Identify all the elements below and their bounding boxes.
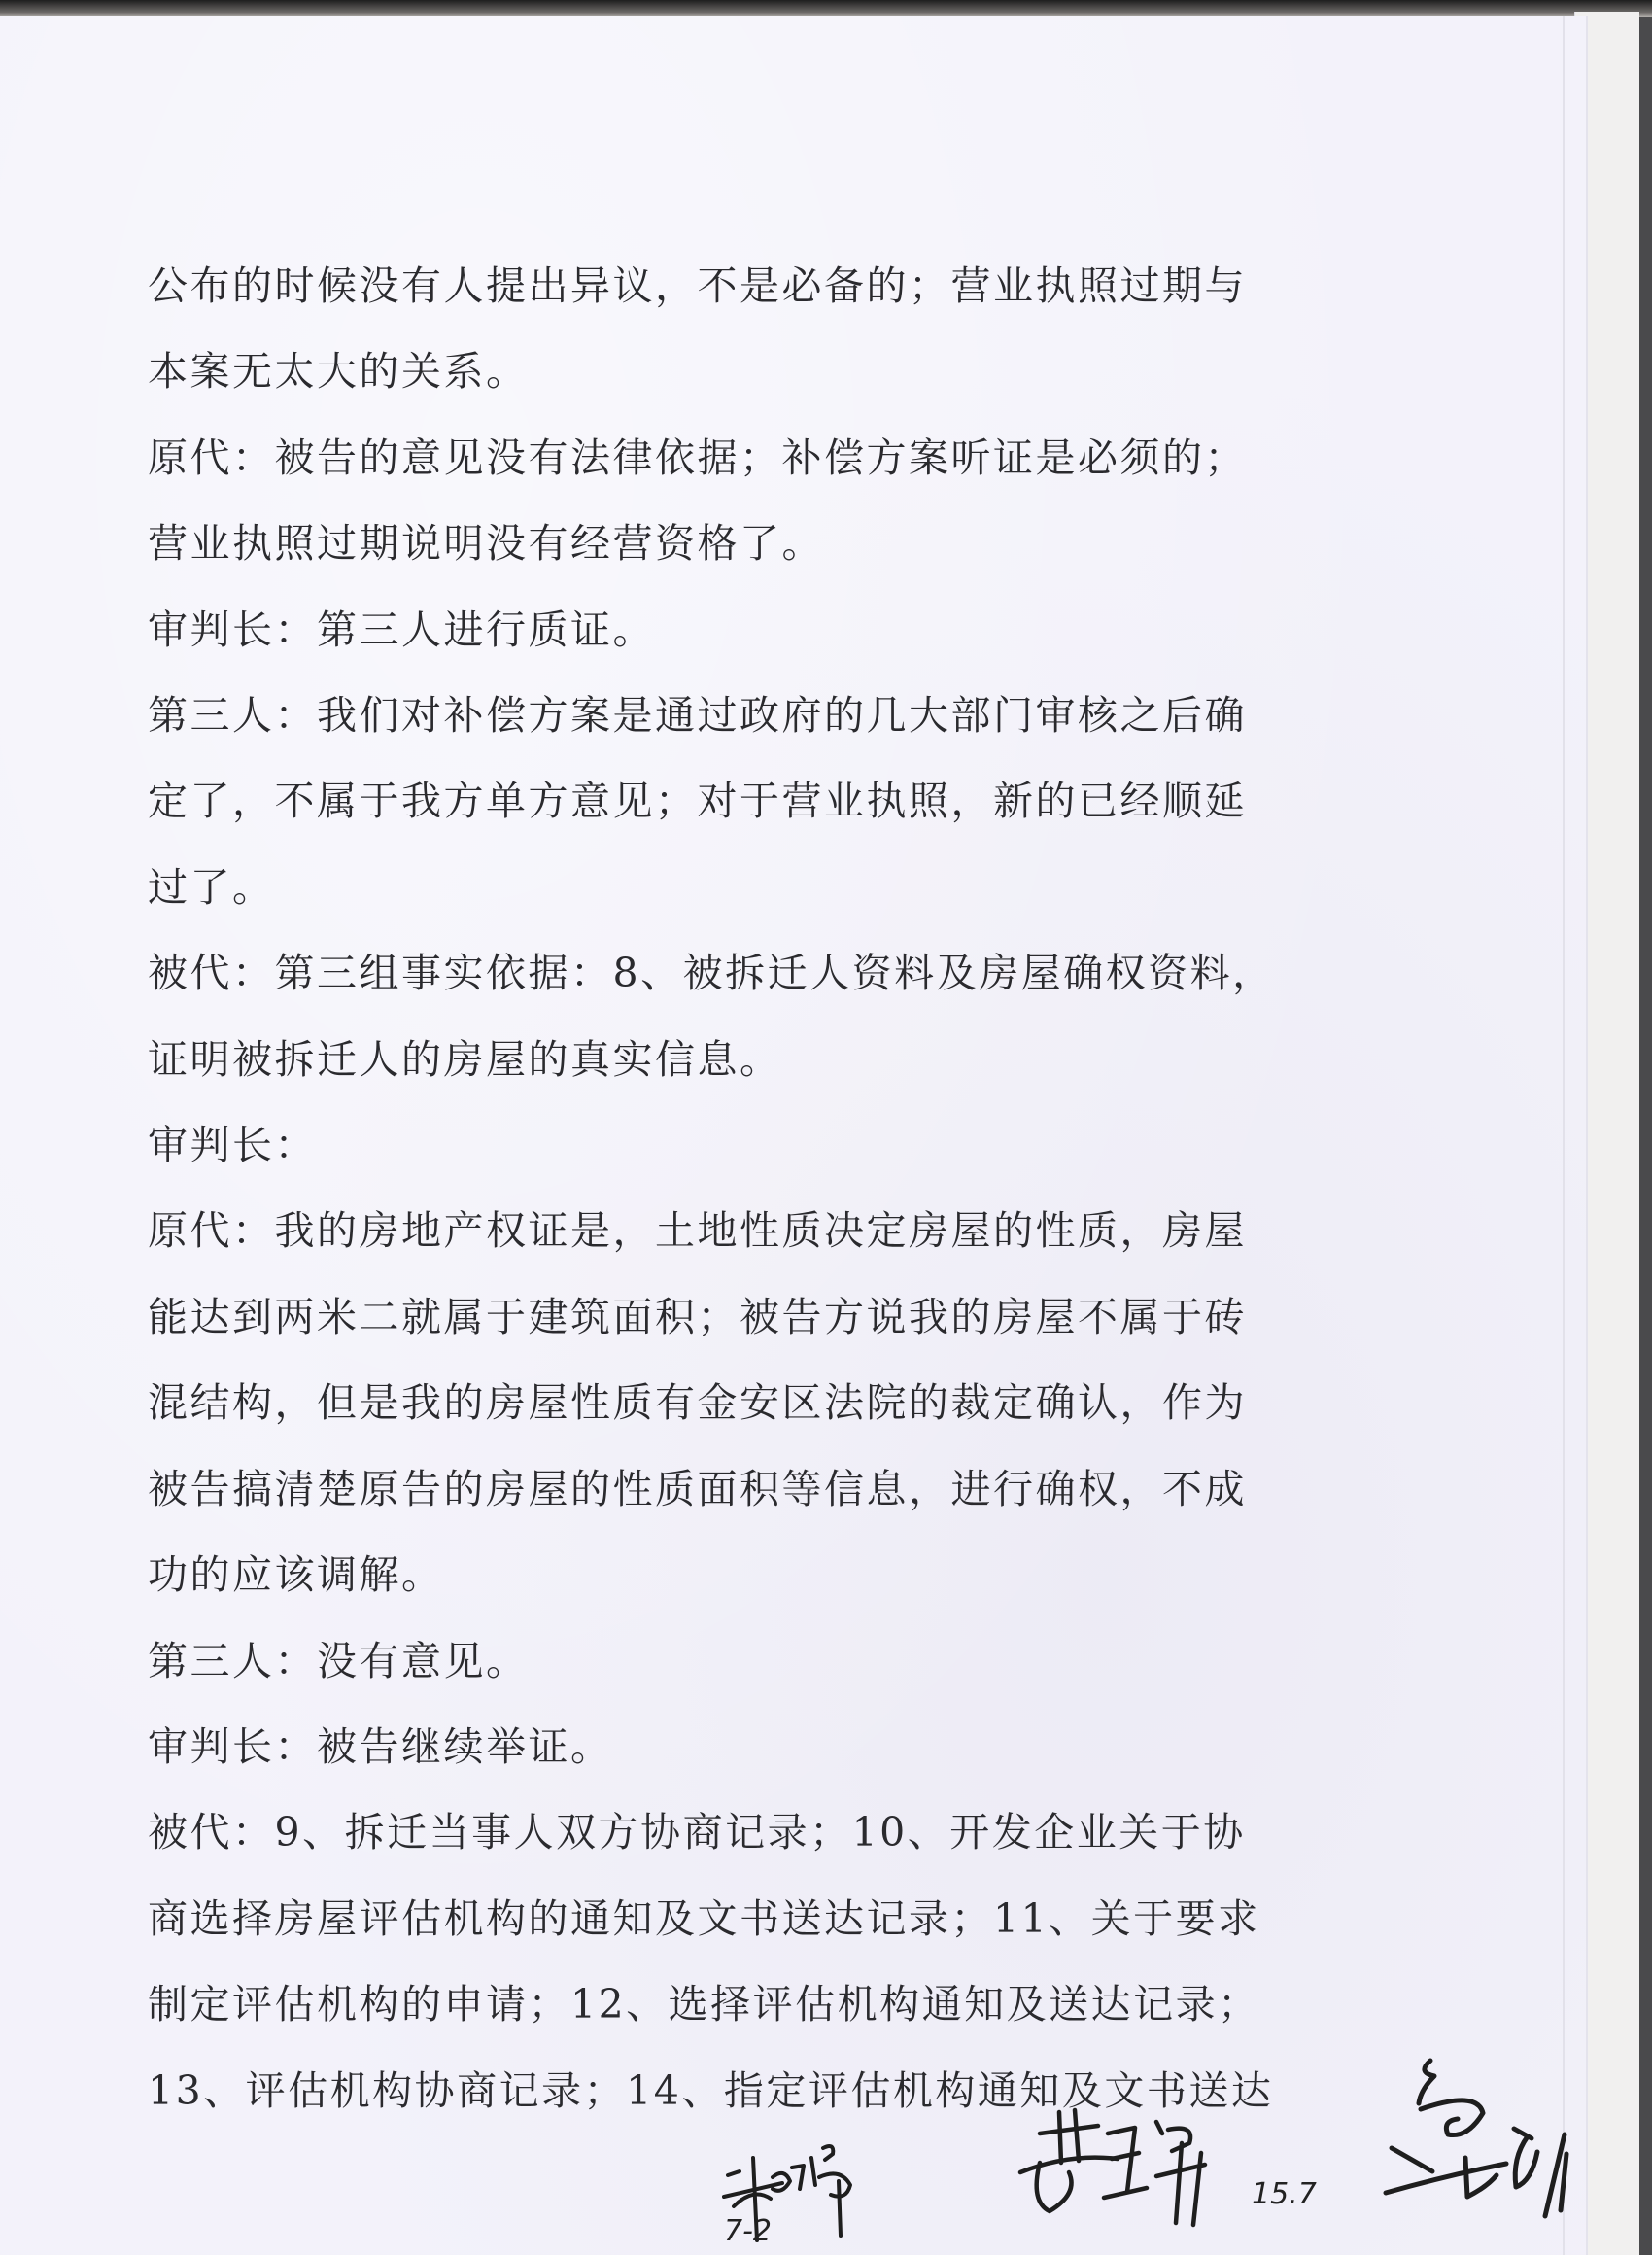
text-line: 13、评估机构协商记录；14、指定评估机构通知及文书送达 bbox=[148, 2066, 1274, 2114]
text-line: 审判长： bbox=[148, 1122, 317, 1169]
text-line: 被告搞清楚原告的房屋的性质面积等信息，进行确权，不成 bbox=[148, 1465, 1247, 1512]
text-line: 功的应该调解。 bbox=[148, 1551, 444, 1599]
text-line: 原代：我的房地产权证是，土地性质决定房屋的性质，房屋 bbox=[148, 1207, 1247, 1255]
text-line: 被代：第三组事实依据：8、被拆迁人资料及房屋确权资料， bbox=[148, 950, 1275, 997]
text-line: 混结构，但是我的房屋性质有金安区法院的裁定确认，作为 bbox=[148, 1379, 1247, 1427]
text-line: 制定评估机构的申请；12、选择评估机构通知及送达记录； bbox=[148, 1981, 1260, 2029]
signature-1-date: 7-2 bbox=[724, 2214, 772, 2248]
signature-3-date: 15.7 bbox=[1252, 2177, 1317, 2211]
text-line: 第三人：我们对补偿方案是通过政府的几大部门审核之后确 bbox=[148, 692, 1247, 740]
page-fold-line bbox=[1563, 16, 1565, 2255]
text-line: 原代：被告的意见没有法律依据；补偿方案听证是必须的； bbox=[148, 434, 1247, 481]
text-line: 证明被拆迁人的房屋的真实信息。 bbox=[148, 1035, 782, 1083]
text-line: 能达到两米二就属于建筑面积；被告方说我的房屋不属于砖 bbox=[148, 1293, 1247, 1340]
transcript-body bbox=[148, 243, 1304, 2134]
text-line: 第三人：没有意见。 bbox=[148, 1637, 529, 1684]
text-line: 本案无太大的关系。 bbox=[148, 348, 529, 396]
text-line: 审判长：第三人进行质证。 bbox=[148, 606, 655, 653]
text-line: 被代：9、拆迁当事人双方协商记录；10、开发企业关于协 bbox=[148, 1809, 1246, 1856]
text-line: 营业执照过期说明没有经营资格了。 bbox=[148, 520, 824, 568]
text-line: 过了。 bbox=[148, 863, 275, 911]
text-line: 商选择房屋评估机构的通知及文书送达记录；11、关于要求 bbox=[148, 1894, 1260, 1942]
text-line: 定了，不属于我方单方意见；对于营业执照，新的已经顺延 bbox=[148, 778, 1247, 825]
text-line: 公布的时候没有人提出异议，不是必备的；营业执照过期与 bbox=[148, 262, 1247, 309]
text-line: 审判长：被告继续举证。 bbox=[148, 1722, 613, 1770]
